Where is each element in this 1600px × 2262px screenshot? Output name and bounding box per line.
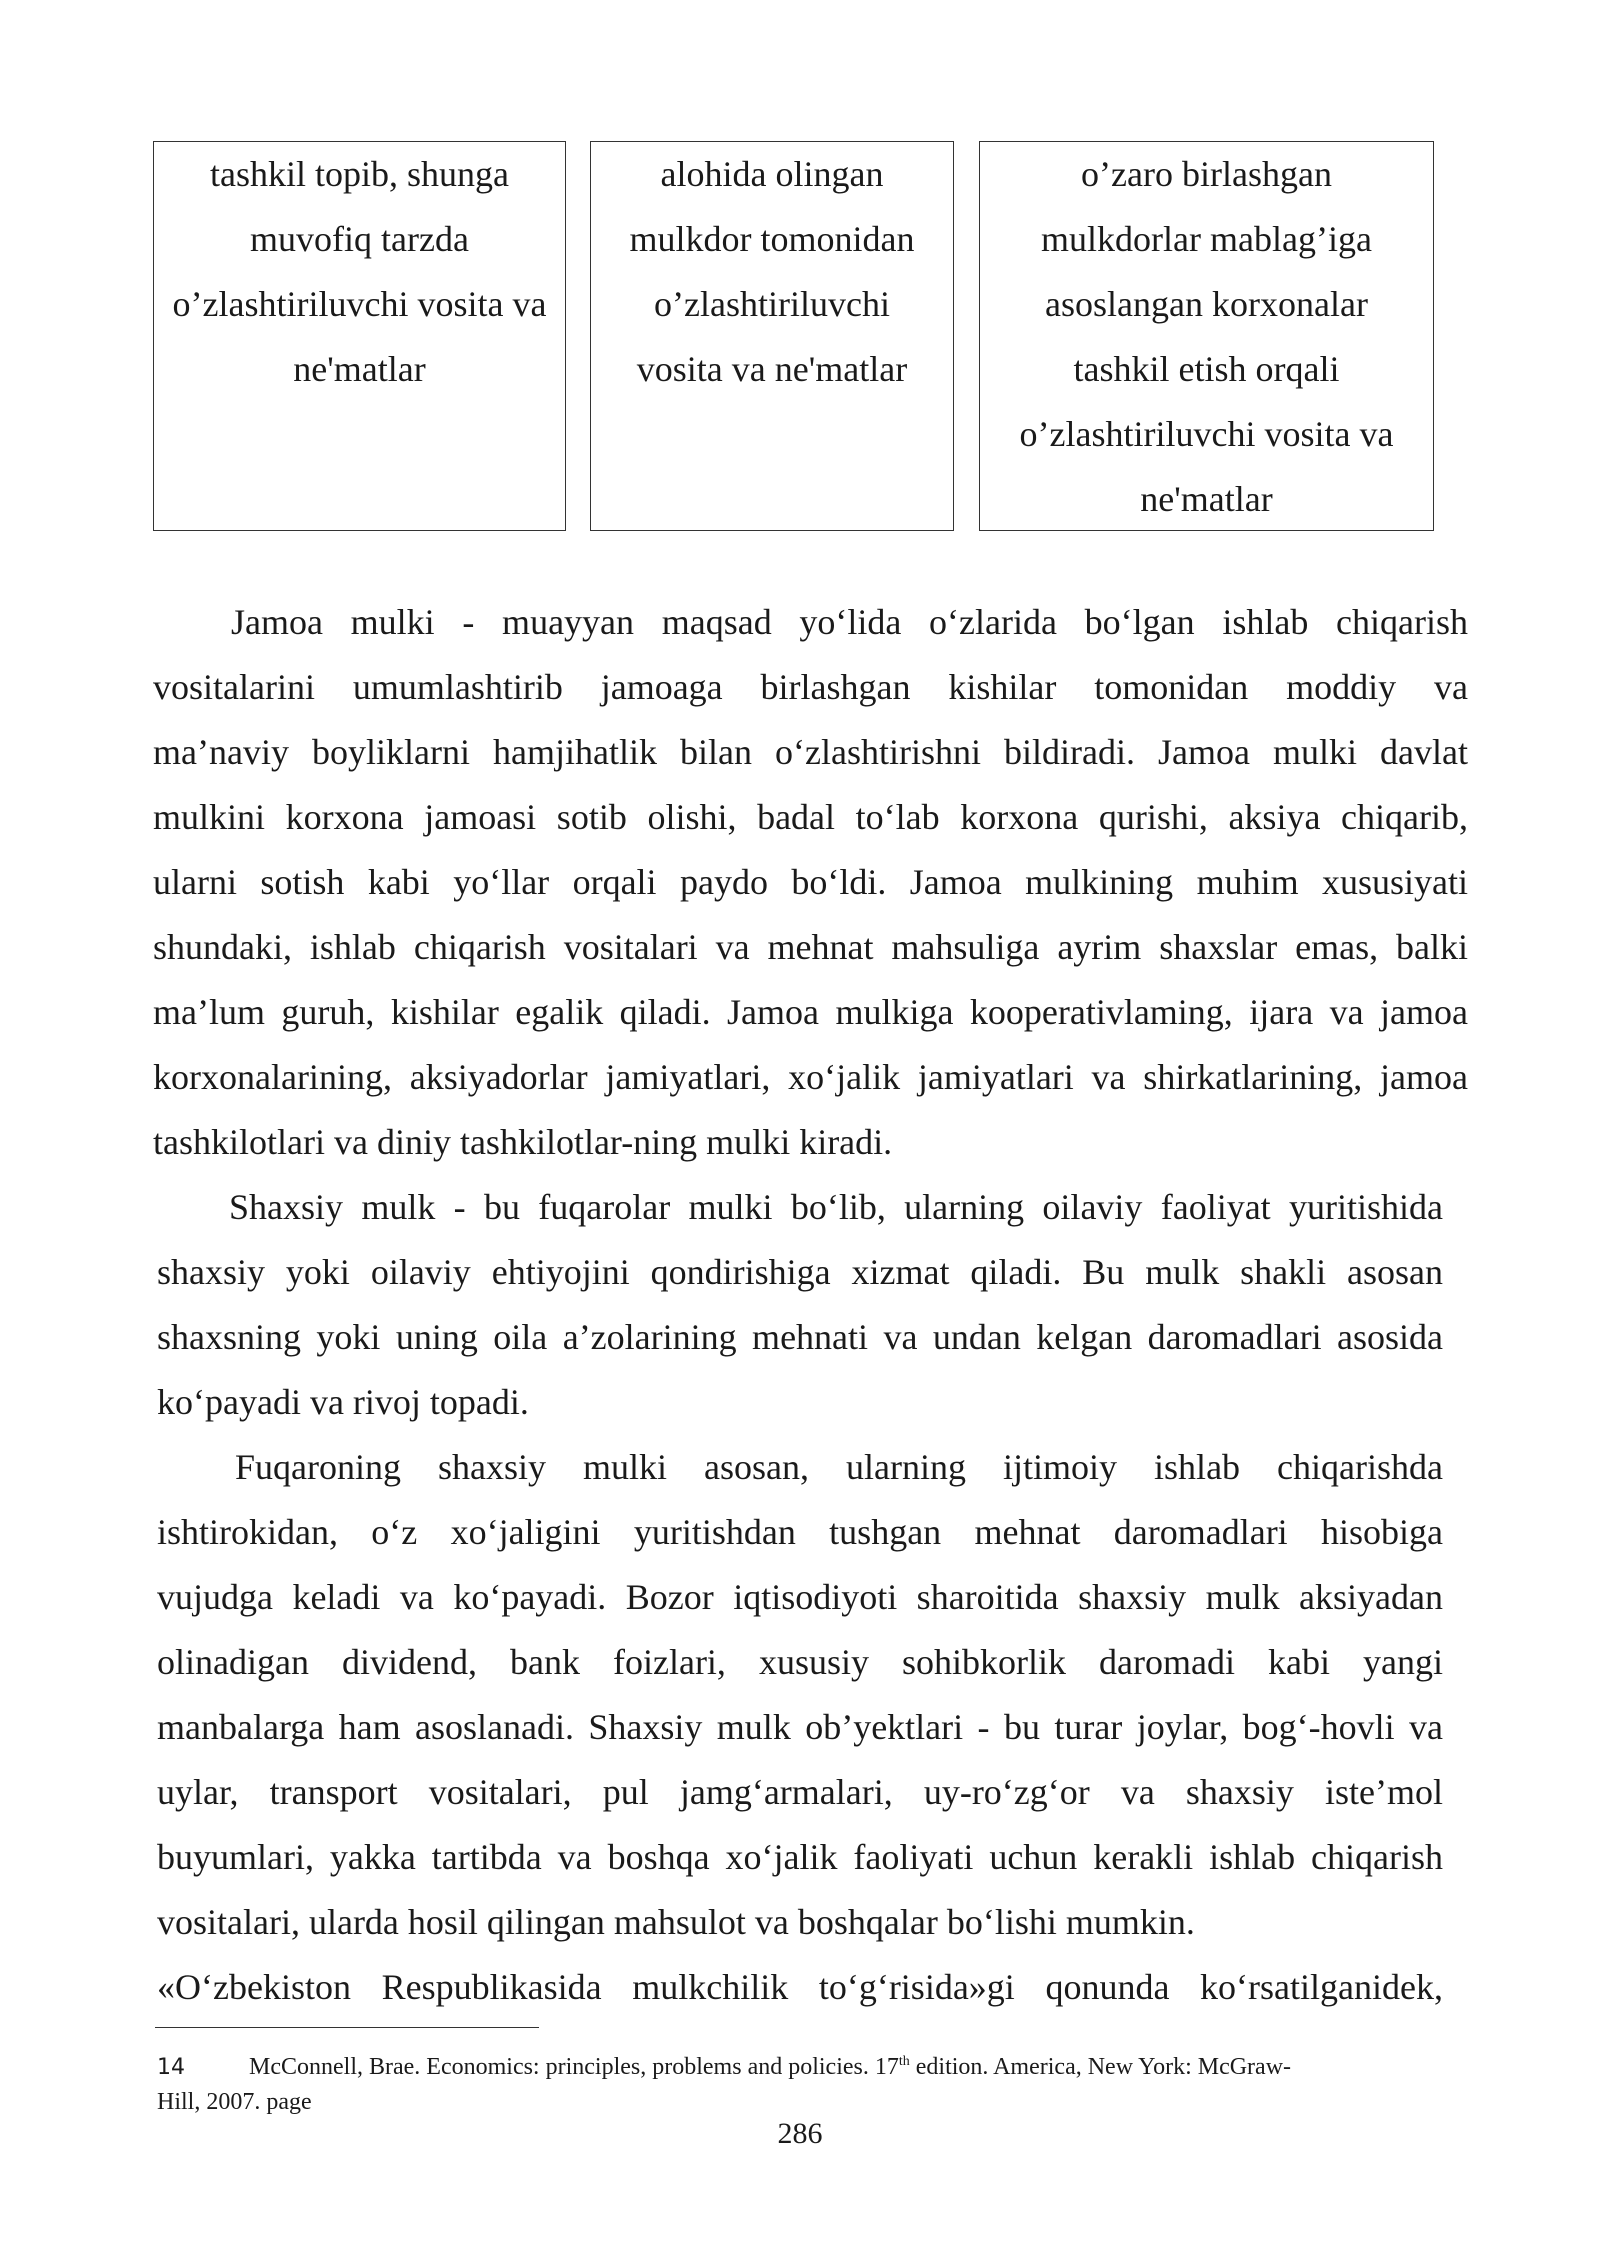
box-line: tashkil etish orqali bbox=[1073, 349, 1340, 389]
box-line: vosita va ne'matlar bbox=[636, 349, 908, 389]
text-line: manbalarga ham asoslanadi. Shaxsiy mulk ob’yektlari - bu turar joylar, bog‘-hovli va bbox=[157, 1707, 1443, 1747]
text-line: ishtirokidan, o‘z xo‘jaligini yuritishdan tushgan mehnat daromadlari hisobiga bbox=[157, 1512, 1443, 1552]
diagram-box-3 bbox=[979, 141, 1434, 531]
box-line: asoslangan korxonalar bbox=[1045, 284, 1368, 324]
footnote-line-2: Hill, 2007. page bbox=[157, 2089, 312, 2115]
text-line: buyumlari, yakka tartibda va boshqa xo‘jalik faoliyati uchun kerakli ishlab chiqarish bbox=[157, 1837, 1443, 1877]
footnote-divider bbox=[155, 2027, 539, 2028]
paragraph-fuqaro-mulki bbox=[157, 1435, 1443, 1955]
box-line: ne'matlar bbox=[293, 349, 426, 389]
text-line: Shaxsiy mulk - bu fuqarolar mulki bo‘lib, ularning oilaviy faoliyat yuritishida bbox=[229, 1187, 1443, 1227]
paragraph-shaxsiy-mulk bbox=[157, 1175, 1443, 1435]
box-line: mulkdor tomonidan bbox=[629, 219, 915, 259]
footnote-superscript: th bbox=[898, 2054, 910, 2069]
text-line: ko‘payadi va rivoj topadi. bbox=[157, 1382, 529, 1422]
text-line: vositalari, ularda hosil qilingan mahsulot va boshqalar bo‘lishi mumkin. bbox=[157, 1902, 1195, 1942]
box-line: tashkil topib, shunga bbox=[210, 154, 509, 194]
text-line: shundaki, ishlab chiqarish vositalari va mehnat mahsuliga ayrim shaxslar emas, balki bbox=[153, 927, 1468, 967]
diagram-box-2 bbox=[590, 141, 954, 531]
text-line: ma’lum guruh, kishilar egalik qiladi. Jamoa mulkiga kooperativlaming, ijara va jamoa bbox=[153, 992, 1468, 1032]
box-line: muvofiq tarzda bbox=[250, 219, 469, 259]
paragraph-jamoa-mulki bbox=[153, 590, 1468, 1175]
text-line: ularni sotish kabi yo‘llar orqali paydo bo‘ldi. Jamoa mulkining muhim xususiyati bbox=[153, 862, 1468, 902]
box-line: alohida olingan bbox=[660, 154, 884, 194]
box-line: o’zaro birlashgan bbox=[1081, 154, 1332, 194]
box-line: ne'matlar bbox=[1140, 479, 1273, 519]
footnote-text: McConnell, Brae. Economics: principles, problems and policies. 17 bbox=[249, 2054, 899, 2080]
text-line: vujudga keladi va ko‘payadi. Bozor iqtisodiyoti sharoitida shaxsiy mulk aksiyadan bbox=[157, 1577, 1443, 1617]
text-line: Jamoa mulki - muayyan maqsad yo‘lida o‘zlarida bo‘lgan ishlab chiqarish bbox=[231, 602, 1468, 642]
text-line: vositalarini umumlashtirib jamoaga birlashgan kishilar tomonidan moddiy va bbox=[153, 667, 1468, 707]
box-line: o’zlashtiriluvchi bbox=[654, 284, 890, 324]
footnote-text-continued: edition. America, New York: McGraw- bbox=[909, 2054, 1292, 2080]
text-line: tashkilotlari va diniy tashkilotlar-ning mulki kiradi. bbox=[153, 1122, 893, 1162]
text-line: «O‘zbekiston Respublikasida mulkchilik to‘g‘risida»gi qonunda ko‘rsatilganidek, bbox=[157, 1967, 1443, 2007]
text-line: korxonalarining, aksiyadorlar jamiyatlari, xo‘jalik jamiyatlari va shirkatlarining, jamoa bbox=[153, 1057, 1468, 1097]
text-line: mulkini korxona jamoasi sotib olishi, badal to‘lab korxona qurishi, aksiya chiqarib, bbox=[153, 797, 1468, 837]
text-line: uylar, transport vositalari, pul jamg‘armalari, uy-ro‘zg‘or va shaxsiy iste’mol bbox=[157, 1772, 1443, 1812]
diagram-box-1 bbox=[153, 141, 566, 531]
text-line: shaxsning yoki uning oila a’zolarining mehnati va undan kelgan daromadlari asosida bbox=[157, 1317, 1443, 1357]
paragraph-qonun bbox=[157, 1955, 1443, 2020]
text-line: ma’naviy boyliklarni hamjihatlik bilan o‘zlashtirishni bildiradi. Jamoa mulki davlat bbox=[153, 732, 1468, 772]
box-line: o’zlashtiriluvchi vosita va bbox=[1019, 414, 1394, 454]
footnote bbox=[157, 2044, 1447, 2120]
page-number: 286 bbox=[777, 2117, 823, 2150]
footnote-number: 14 bbox=[157, 2055, 185, 2080]
box-line: o’zlashtiriluvchi vosita va bbox=[172, 284, 547, 324]
text-line: shaxsiy yoki oilaviy ehtiyojini qondirishiga xizmat qiladi. Bu mulk shakli asosan bbox=[157, 1252, 1443, 1292]
text-line: Fuqaroning shaxsiy mulki asosan, ularning ijtimoiy ishlab chiqarishda bbox=[235, 1447, 1443, 1487]
text-line: olinadigan dividend, bank foizlari, xususiy sohibkorlik daromadi kabi yangi bbox=[157, 1642, 1443, 1682]
box-line: mulkdorlar mablag’iga bbox=[1041, 219, 1372, 259]
